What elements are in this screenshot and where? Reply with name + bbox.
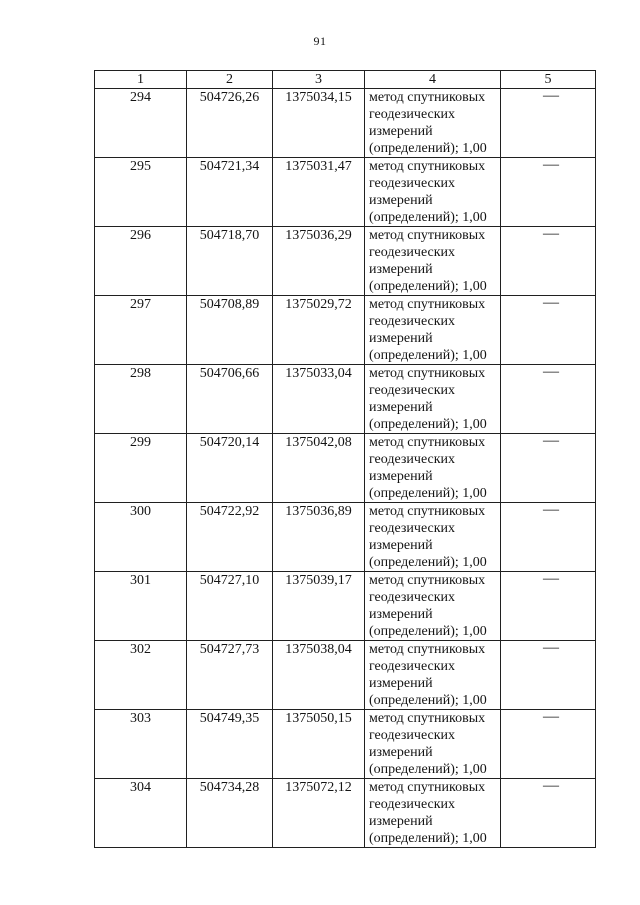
note-cell: — [501, 779, 596, 848]
point-number-cell: 300 [95, 503, 187, 572]
method-description-cell [365, 365, 501, 434]
method-description-line: геодезических [369, 728, 456, 743]
method-description-cell [365, 227, 501, 296]
x-coordinate-cell: 504706,66 [187, 365, 273, 434]
note-cell: — [501, 572, 596, 641]
method-description-line: (определений); 1,00 [369, 417, 487, 432]
y-coordinate-cell: 1375036,29 [273, 227, 365, 296]
method-description-line: геодезических [369, 797, 456, 812]
x-coordinate-cell: 504720,14 [187, 434, 273, 503]
method-description-line: метод спутниковых [369, 711, 486, 726]
method-description-cell [365, 779, 501, 848]
x-coordinate-cell: 504727,10 [187, 572, 273, 641]
point-number-cell: 294 [95, 89, 187, 158]
table-body [95, 89, 596, 848]
note-cell: — [501, 641, 596, 710]
y-coordinate-cell: 1375038,04 [273, 641, 365, 710]
method-description-line: (определений); 1,00 [369, 555, 487, 570]
method-description-line: геодезических [369, 452, 456, 467]
x-coordinate-cell: 504734,28 [187, 779, 273, 848]
table-row [95, 296, 596, 365]
method-description-line: геодезических [369, 521, 456, 536]
note-cell: — [501, 296, 596, 365]
x-coordinate-cell: 504708,89 [187, 296, 273, 365]
method-description-line: измерений [369, 469, 433, 484]
y-coordinate-cell: 1375050,15 [273, 710, 365, 779]
coordinates-table [94, 70, 596, 848]
table-row [95, 434, 596, 503]
method-description-line: метод спутниковых [369, 435, 486, 450]
method-description-cell [365, 89, 501, 158]
column-header-1: 1 [95, 71, 187, 89]
column-header-3: 3 [273, 71, 365, 89]
point-number-cell: 296 [95, 227, 187, 296]
table-row [95, 158, 596, 227]
note-cell: — [501, 365, 596, 434]
y-coordinate-cell: 1375029,72 [273, 296, 365, 365]
column-header-5: 5 [501, 71, 596, 89]
table-row [95, 572, 596, 641]
method-description-line: (определений); 1,00 [369, 141, 487, 156]
method-description-cell [365, 434, 501, 503]
method-description-cell [365, 710, 501, 779]
note-cell: — [501, 227, 596, 296]
table-row [95, 503, 596, 572]
method-description-line: измерений [369, 745, 433, 760]
method-description-line: метод спутниковых [369, 642, 486, 657]
page-number: 91 [313, 34, 327, 48]
point-number-cell: 299 [95, 434, 187, 503]
method-description-line: метод спутниковых [369, 573, 486, 588]
point-number-cell: 298 [95, 365, 187, 434]
column-header-4: 4 [365, 71, 501, 89]
x-coordinate-cell: 504721,34 [187, 158, 273, 227]
method-description-line: метод спутниковых [369, 366, 486, 381]
method-description-line: метод спутниковых [369, 780, 486, 795]
table-header [95, 71, 596, 89]
y-coordinate-cell: 1375042,08 [273, 434, 365, 503]
method-description-line: геодезических [369, 590, 456, 605]
note-cell: — [501, 503, 596, 572]
method-description-line: измерений [369, 331, 433, 346]
x-coordinate-cell: 504749,35 [187, 710, 273, 779]
point-number-cell: 297 [95, 296, 187, 365]
method-description-line: геодезических [369, 659, 456, 674]
method-description-line: метод спутниковых [369, 504, 486, 519]
note-cell: — [501, 434, 596, 503]
column-header-2: 2 [187, 71, 273, 89]
method-description-line: геодезических [369, 107, 456, 122]
y-coordinate-cell: 1375072,12 [273, 779, 365, 848]
point-number-cell: 301 [95, 572, 187, 641]
point-number-cell: 295 [95, 158, 187, 227]
y-coordinate-cell: 1375034,15 [273, 89, 365, 158]
method-description-line: (определений); 1,00 [369, 210, 487, 225]
method-description-cell [365, 503, 501, 572]
method-description-line: (определений); 1,00 [369, 693, 487, 708]
y-coordinate-cell: 1375033,04 [273, 365, 365, 434]
method-description-cell [365, 572, 501, 641]
method-description-line: геодезических [369, 176, 456, 191]
note-cell: — [501, 158, 596, 227]
method-description-line: метод спутниковых [369, 159, 486, 174]
header-row [95, 71, 596, 89]
table-row [95, 641, 596, 710]
method-description-line: геодезических [369, 383, 456, 398]
method-description-line: измерений [369, 193, 433, 208]
method-description-line: метод спутниковых [369, 90, 486, 105]
method-description-cell [365, 641, 501, 710]
method-description-line: измерений [369, 124, 433, 139]
method-description-line: измерений [369, 262, 433, 277]
y-coordinate-cell: 1375036,89 [273, 503, 365, 572]
method-description-line: измерений [369, 607, 433, 622]
method-description-cell [365, 296, 501, 365]
method-description-line: (определений); 1,00 [369, 831, 487, 846]
method-description-line: измерений [369, 676, 433, 691]
method-description-line: геодезических [369, 314, 456, 329]
x-coordinate-cell: 504726,26 [187, 89, 273, 158]
method-description-line: (определений); 1,00 [369, 762, 487, 777]
method-description-line: измерений [369, 400, 433, 415]
note-cell: — [501, 89, 596, 158]
table-row [95, 227, 596, 296]
method-description-line: геодезических [369, 245, 456, 260]
method-description-line: (определений); 1,00 [369, 279, 487, 294]
x-coordinate-cell: 504727,73 [187, 641, 273, 710]
table-row [95, 779, 596, 848]
point-number-cell: 302 [95, 641, 187, 710]
method-description-line: (определений); 1,00 [369, 486, 487, 501]
method-description-line: измерений [369, 538, 433, 553]
x-coordinate-cell: 504718,70 [187, 227, 273, 296]
table-row [95, 710, 596, 779]
note-cell: — [501, 710, 596, 779]
y-coordinate-cell: 1375031,47 [273, 158, 365, 227]
table-row [95, 365, 596, 434]
method-description-cell [365, 158, 501, 227]
method-description-line: метод спутниковых [369, 228, 486, 243]
table-row [95, 89, 596, 158]
method-description-line: измерений [369, 814, 433, 829]
method-description-line: (определений); 1,00 [369, 624, 487, 639]
method-description-line: метод спутниковых [369, 297, 486, 312]
point-number-cell: 304 [95, 779, 187, 848]
point-number-cell: 303 [95, 710, 187, 779]
x-coordinate-cell: 504722,92 [187, 503, 273, 572]
y-coordinate-cell: 1375039,17 [273, 572, 365, 641]
method-description-line: (определений); 1,00 [369, 348, 487, 363]
